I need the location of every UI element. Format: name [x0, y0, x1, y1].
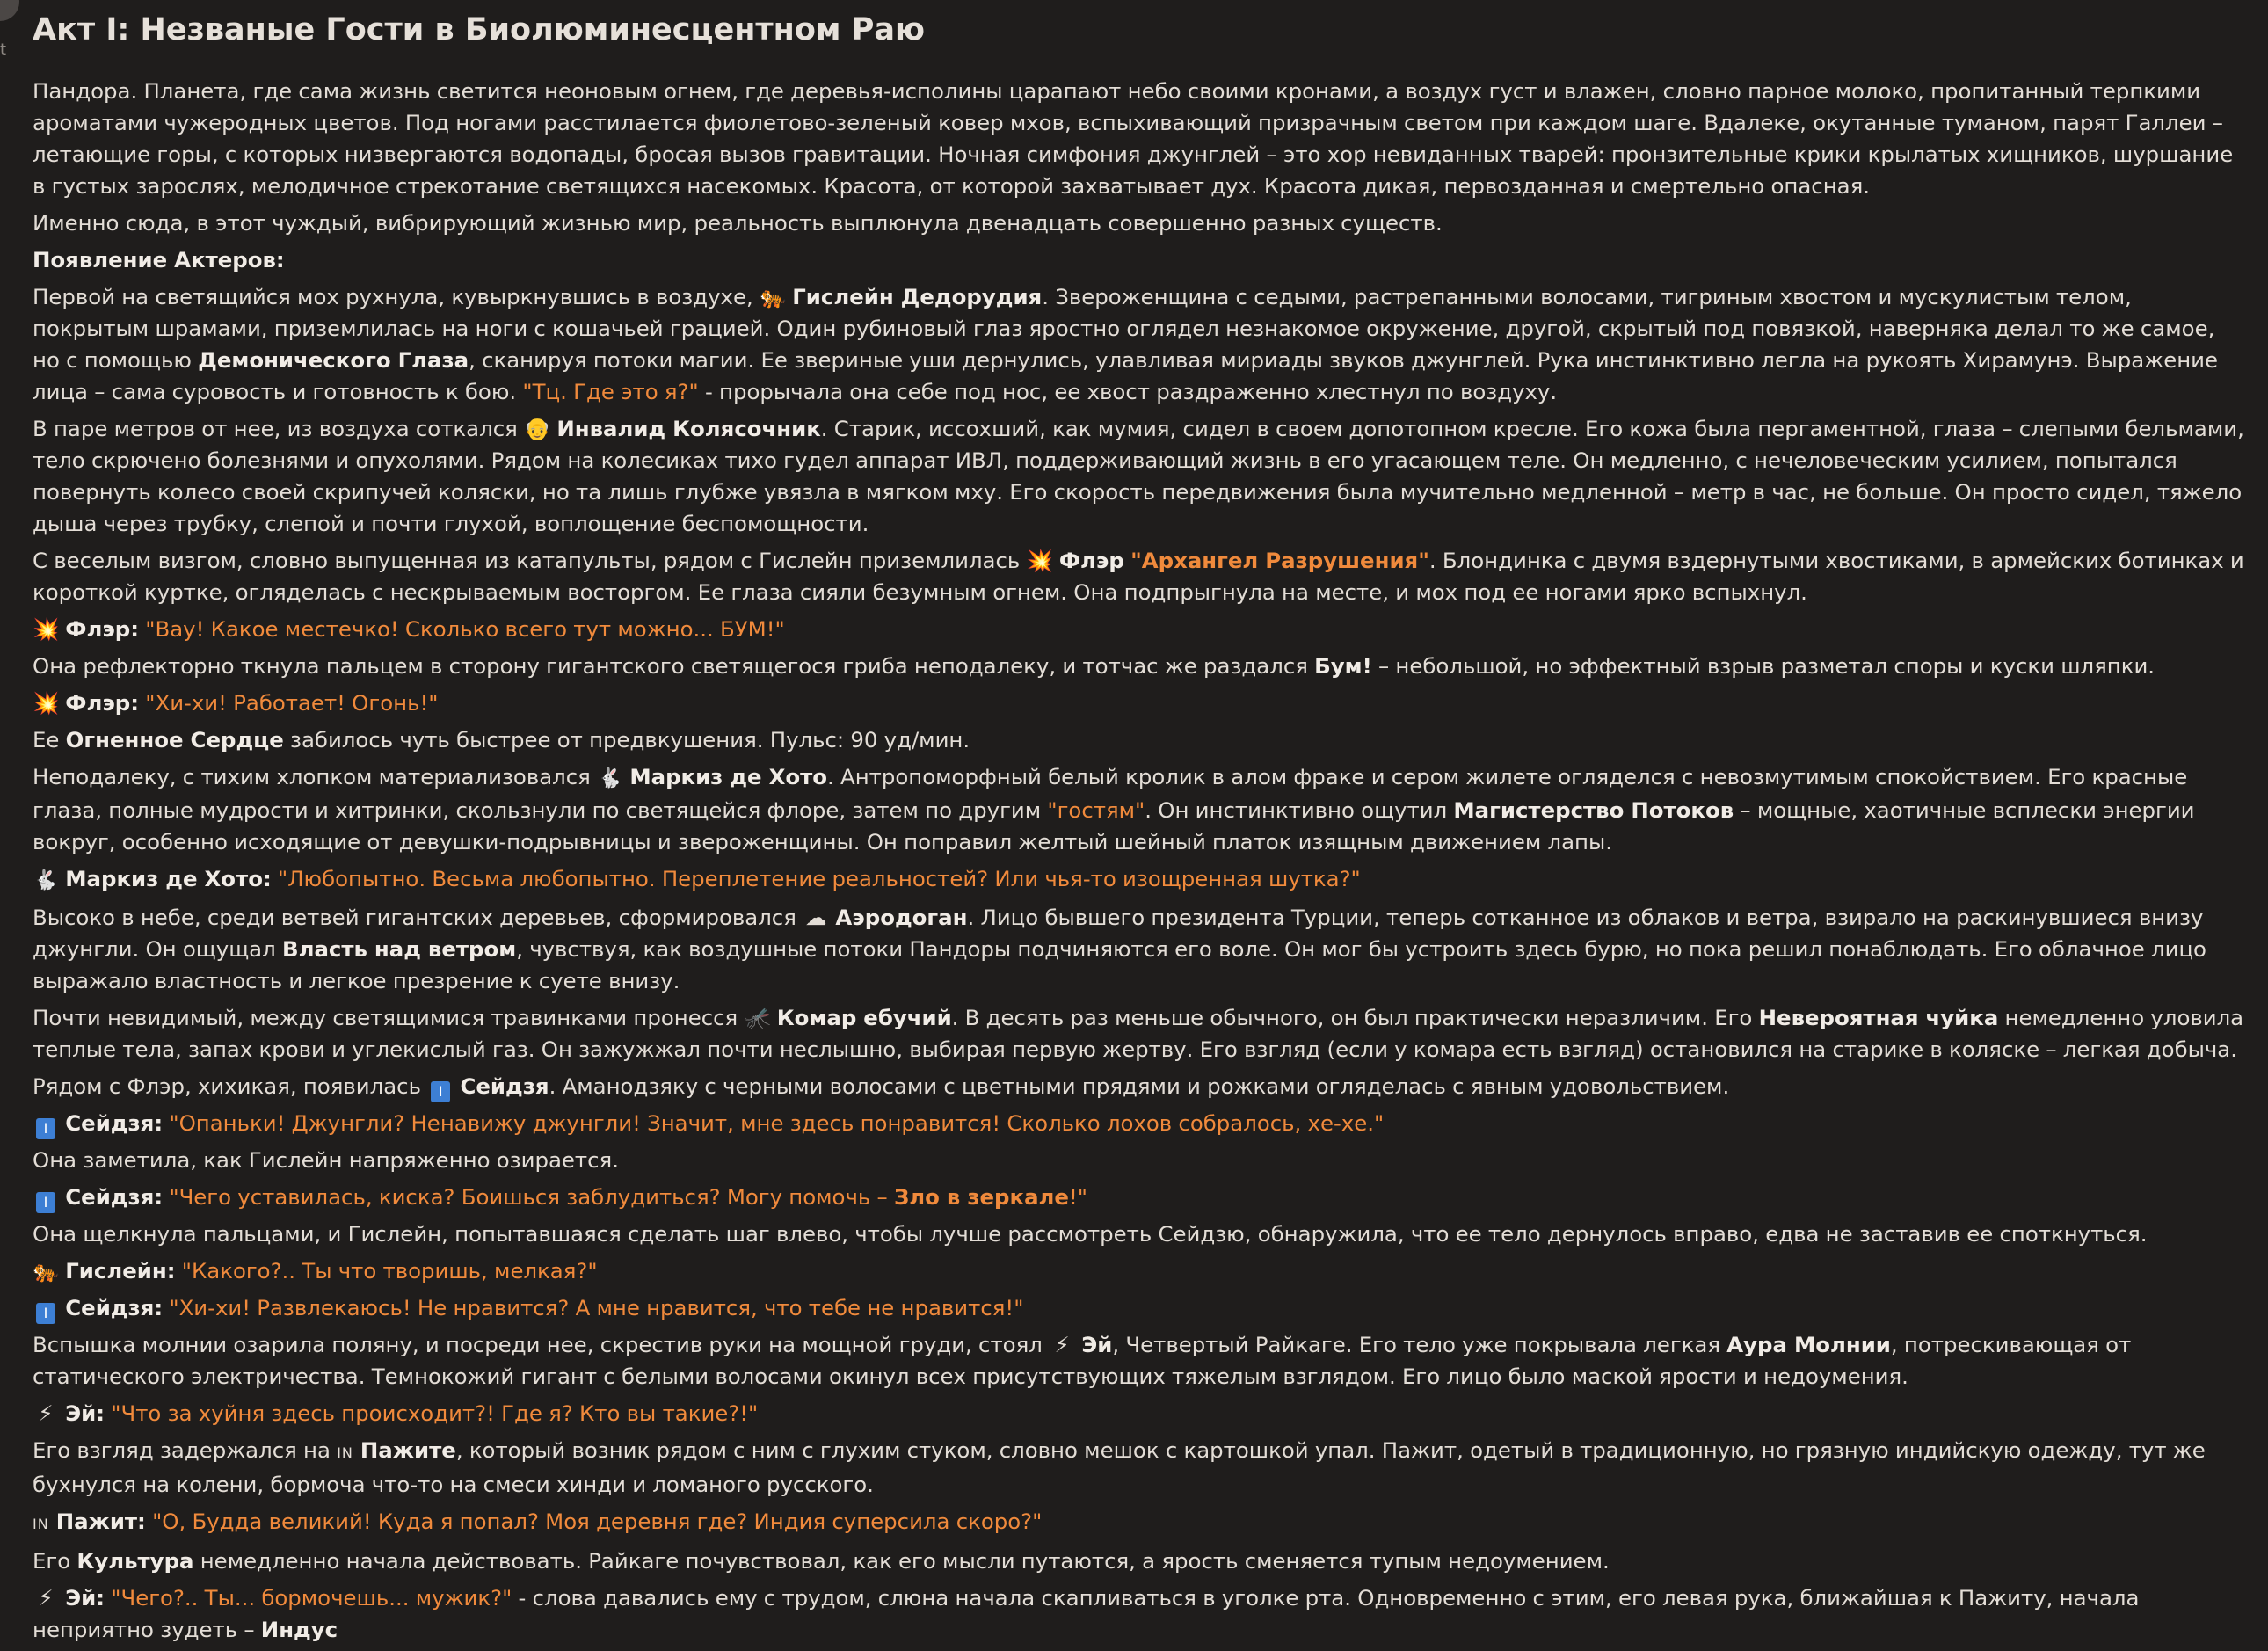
explosion-icon: 💥: [33, 690, 60, 716]
dialogue-line: I Сейдзя: "Хи-хи! Развлекаюсь! Не нравится? А мне нравится, что тебе не нравится!": [33, 1292, 2248, 1324]
paragraph: Почти невидимый, между светящимися травинками пронесся 🦟 Комар ебучий. В десять раз меньше обычного, он был практически неразличим. Его Невероятная чуйка немедленно уловила теплые тела, запах крови и углекислый газ. Он зажужжал почти неслышно, выбирая первую жертву. Его взгляд (если у комара есть взгляд) остановился на старике в коляске – легкая добыча.: [33, 1002, 2248, 1066]
paragraph: Ее Огненное Сердце забилось чуть быстрее от предвкушения. Пульс: 90 уд/мин.: [33, 727, 970, 753]
paragraph: В паре метров от нее, из воздуха соткался 👴 Инвалид Колясочник. Старик, иссохший, как мумия, сидел в своем допотопном кресле. Его кожа была пергаментной, глаза – слепыми бельмами, тело скрючено болезнями и опухолями. Рядом на колесиках тихо гудел аппарат ИВЛ, поддерживающий жизнь в его угасающем теле. Он медленно, с нечеловеческим усилием, попытался повернуть колесо своей скрипучей коляски, но та лишь глубже увязла в мягком мху. Его скорость передвижения была мучительно медленной – метр в час, не больше. Он просто сидел, тяжело дыша через трубку, слепой и почти глухой, воплощение беспомощности.: [33, 413, 2248, 540]
page-title: Акт I: Незваные Гости в Биолюминесцентном Раю: [33, 12, 925, 47]
dialogue-line: 🐇 Маркиз де Хото: "Любопытно. Весьма любопытно. Переплетение реальностей? Или чья-то изощренная шутка?": [33, 863, 2248, 897]
section-heading: Появление Актеров:: [33, 247, 285, 273]
explosion-icon: 💥: [33, 616, 60, 642]
dialogue-line: ⚡ Эй: "Чего?.. Ты... бормочешь... мужик?" - слова давались ему с трудом, слюна начала скапливаться в уголке рта. Одновременно с этим, его левая рука, ближайшая к Пажиту, начала неприятно зудеть – Индус: [33, 1582, 2248, 1646]
paragraph: С веселым визгом, словно выпущенная из катапульты, рядом с Гислейн приземлилась 💥 Флэр "Архангел Разрушения". Блондинка с двумя вздернутыми хвостиками, в армейских ботинках и короткой куртке, огляделась с нескрываемым восторгом. Ее глаза сияли безумным огнем. Она подпрыгнула на месте, и мох под ее ногами ярко вспыхнул.: [33, 545, 2248, 608]
message-body: [33, 0, 2248, 1651]
dialogue-line: I Сейдзя: "Чего уставилась, киска? Боишься заблудиться? Могу помочь – Зло в зеркале!": [33, 1182, 2248, 1213]
paragraph: Его Культура немедленно начала действовать. Райкаге почувствовал, как его мысли путаются, а ярость сменяется тупым недоумением.: [33, 1548, 1610, 1574]
dialogue-line: I Сейдзя: "Опаньки! Джунгли? Ненавижу джунгли! Значит, мне здесь понравится! Сколько лохов собралось, хе-хе.": [33, 1108, 2248, 1139]
paragraph: Неподалеку, с тихим хлопком материализовался 🐇 Маркиз де Хото. Антропоморфный белый кролик в алом фраке и сером жилете огляделся с невозмутимым спокойствием. Его красные глаза, полные мудрости и хитринки, скользнули по светящейся флоре, затем по другим "гостям". Он инстинктивно ощутил Магистерство Потоков – мощные, хаотичные всплески энергии вокруг, особенно исходящие от девушки-подрывницы и звероженщины. Он поправил желтый шейный платок изящным движением лапы.: [33, 764, 2195, 855]
mosquito-icon: 🦟: [744, 1005, 771, 1030]
tiger-icon: 🐅: [33, 1258, 60, 1284]
avatar: [0, 0, 19, 21]
lightning-icon: ⚡: [38, 1400, 54, 1426]
dialogue-line: ⚡ Эй: "Что за хуйня здесь происходит?! Где я? Кто вы такие?!": [33, 1398, 2248, 1429]
lightning-icon: ⚡: [1054, 1332, 1070, 1357]
tiger-icon: 🐅: [759, 284, 787, 309]
seidzya-icon: I: [431, 1081, 450, 1102]
paragraph: Она щелкнула пальцами, и Гислейн, попытавшаяся сделать шаг влево, чтобы лучше рассмотреть Сейдзю, обнаружила, что ее тело дернулось вправо, едва не заставив ее споткнуться.: [33, 1221, 2148, 1247]
in-icon: IN: [33, 1516, 49, 1532]
dialogue-line: 💥 Флэр: "Хи-хи! Работает! Огонь!": [33, 687, 2248, 719]
seidzya-icon: I: [36, 1303, 55, 1324]
seidzya-icon: I: [36, 1192, 55, 1213]
old-man-icon: 👴: [524, 416, 551, 441]
seidzya-icon: I: [36, 1118, 55, 1139]
rabbit-icon: 🐇: [33, 869, 58, 891]
paragraph: Она заметила, как Гислейн напряженно озирается.: [33, 1147, 619, 1173]
dialogue-line: 🐅 Гислейн: "Какого?.. Ты что творишь, мелкая?": [33, 1255, 2248, 1287]
dialogue-line: IN Пажит: "О, Будда великий! Куда я попал? Моя деревня где? Индия суперсила скоро?": [33, 1509, 1043, 1534]
paragraph: Рядом с Флэр, хихикая, появилась I Сейдзя. Аманодзяку с черными волосами с цветными прядями и рожками огляделась с явным удовольствием.: [33, 1071, 2248, 1102]
explosion-icon: 💥: [1026, 548, 1053, 573]
paragraph: Она рефлекторно ткнула пальцем в сторону гигантского светящегося гриба неподалеку, и тотчас же раздался Бум! – небольшой, но эффектный взрыв разметал споры и куски шляпки.: [33, 653, 2155, 679]
paragraph: Вспышка молнии озарила поляну, и посреди нее, скрестив руки на мощной груди, стоял ⚡ Эй, Четвертый Райкаге. Его тело уже покрывала легкая Аура Молнии, потрескивающая от статического электричества. Темнокожий гигант с белыми волосами окинул всех присутствующих тяжелым взглядом. Его лицо было маской ярости и недоумения.: [33, 1329, 2248, 1393]
paragraph: Высоко в небе, среди ветвей гигантских деревьев, сформировался ☁ Аэродоган. Лицо бывшего президента Турции, теперь сотканное из облаков и ветра, взирало на раскинувшиеся внизу джунгли. Он ощущал Власть над ветром, чувствуя, как воздушные потоки Пандоры подчиняются его воле. Он мог бы устроить здесь бурю, но пока решил понаблюдать. Его облачное лицо выражало властность и легкое презрение к суете внизу.: [33, 902, 2248, 997]
lightning-icon: ⚡: [38, 1585, 54, 1611]
avatar-label: t: [0, 40, 7, 59]
paragraph: Его взгляд задержался на IN Пажите, который возник рядом с ним с глухим стуком, словно мешок с картошкой упал. Пажит, одетый в традиционную, но грязную индийскую одежду, тут же бухнулся на колени, бормоча что-то на смеси хинди и ломаного русского.: [33, 1437, 2206, 1497]
paragraph: Именно сюда, в этот чуждый, вибрирующий жизнью мир, реальность выплюнула двенадцать совершенно разных существ.: [33, 210, 1443, 236]
cloud-icon: ☁: [804, 905, 827, 930]
in-icon: IN: [337, 1444, 353, 1461]
paragraph: Первой на светящийся мох рухнула, кувыркнувшись в воздухе, 🐅 Гислейн Дедорудия. Звероженщина с седыми, растрепанными волосами, тигриным хвостом и мускулистым телом, покрытым шрамами, приземлилась на ноги с кошачьей грацией. Один рубиновый глаз яростно оглядел незнакомое окружение, другой, скрытый под повязкой, наверняка делал то же самое, но с помощью Демонического Глаза, сканируя потоки магии. Ее звериные уши дернулись, улавливая мириады звуков джунглей. Рука инстинктивно легла на рукоять Хирамунэ. Выражение лица – сама суровость и готовность к бою. "Тц. Где это я?" - прорычала она себе под нос, ее хвост раздраженно хлестнул по воздуху.: [33, 281, 2248, 408]
paragraph: Пандора. Планета, где сама жизнь светится неоновым огнем, где деревья-исполины царапают небо своими кронами, а воздух густ и влажен, словно парное молоко, пропитанный терпкими ароматами чужеродных цветов. Под ногами расстилается фиолетово-зеленый ковер мхов, вспыхивающий призрачным светом при каждом шаге. Вдалеке, окутанные туманом, парят Галлеи – летающие горы, с которых низвергаются водопады, бросая вызов гравитации. Ночная симфония джунглей – это хор невиданных тварей: пронзительные крики крылатых хищников, шуршание в густых зарослях, мелодичное стрекотание светящихся насекомых. Красота, от которой захватывает дух. Красота дикая, первозданная и смертельно опасная.: [33, 78, 2234, 199]
dialogue-line: 💥 Флэр: "Вау! Какое местечко! Сколько всего тут можно... БУМ!": [33, 614, 2248, 645]
rabbit-icon: 🐇: [598, 767, 622, 789]
